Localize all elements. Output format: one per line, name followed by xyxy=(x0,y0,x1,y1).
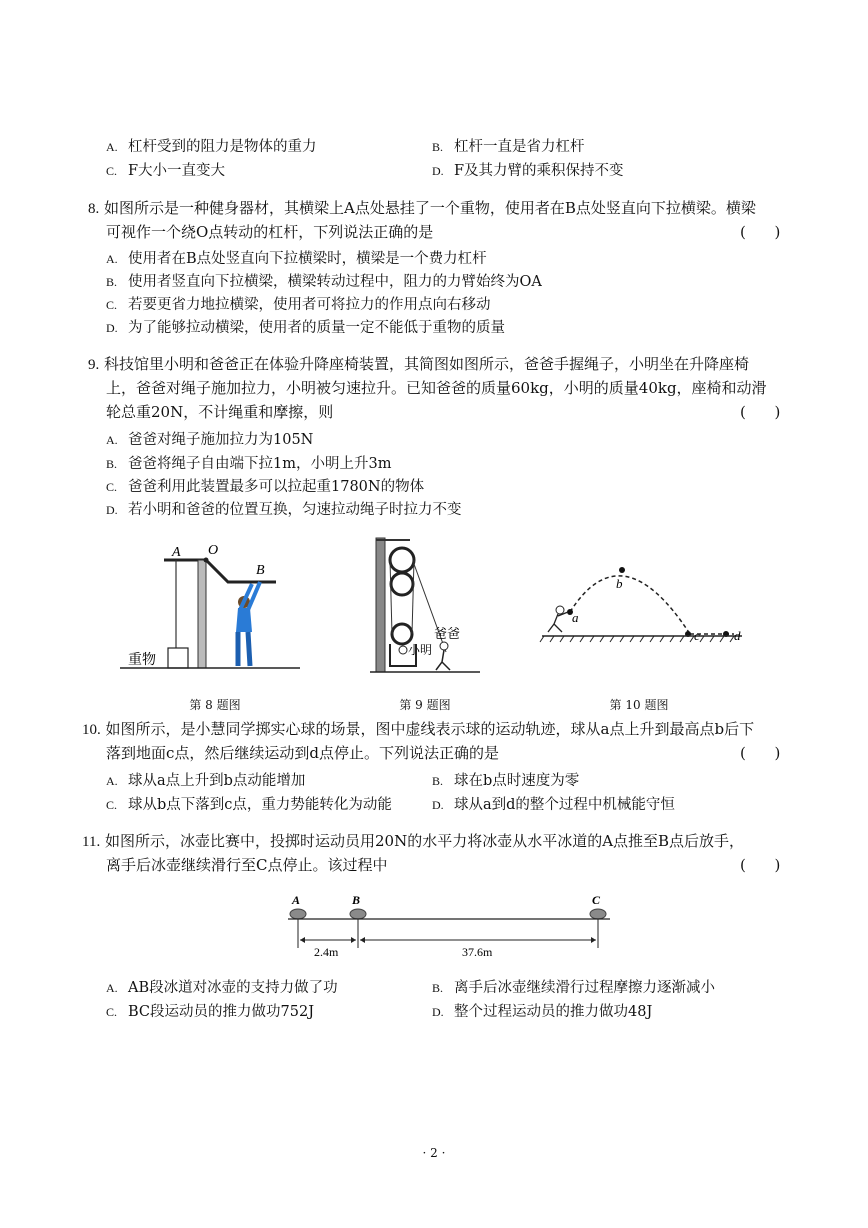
q10-option-d xyxy=(432,795,675,815)
movable-pulley xyxy=(392,624,412,644)
q11-option-d xyxy=(432,1002,652,1022)
label-c: c xyxy=(694,628,700,643)
q10-answer-bracket: ( ) xyxy=(740,744,781,762)
option-text: 爸爸利用此装置最多可以拉起重1780N的物体 xyxy=(128,479,425,495)
label-a: A xyxy=(172,545,181,560)
label-b: B xyxy=(256,563,265,578)
option-letter: A. xyxy=(106,433,118,447)
q11-option-a xyxy=(106,978,338,998)
fig9-caption: 第 9 题图 xyxy=(399,698,451,712)
q9-answer-bracket: ( ) xyxy=(740,403,781,421)
fixed-pulley-upper xyxy=(390,548,414,572)
option-text: 爸爸对绳子施加拉力为105N xyxy=(128,432,314,448)
option-text: F及其力臂的乘积保持不变 xyxy=(454,163,624,179)
q9-option-a xyxy=(106,430,313,450)
q11-answer-bracket: ( ) xyxy=(740,856,781,874)
q7-option-b xyxy=(432,137,585,157)
curling-stone-a xyxy=(290,909,306,919)
q9-stem-line1 xyxy=(88,354,749,375)
q9-stem-line2: 上，爸爸对绳子施加拉力，小明被匀速拉升。已知爸爸的质量60kg，小明的质量40kg，座椅和动滑 xyxy=(106,379,767,397)
q7-option-a xyxy=(106,137,317,157)
option-letter: C. xyxy=(106,480,118,494)
q8-option-b xyxy=(106,272,542,292)
q11-stem-line1 xyxy=(82,831,744,852)
option-letter: D. xyxy=(432,798,444,812)
option-text: 整个过程运动员的推力做功48J xyxy=(454,1004,653,1020)
ming-label: 小明 xyxy=(408,643,433,657)
question-text: 如图所示是一种健身器材，其横梁上A点处悬挂了一个重物，使用者在B点处竖直向下拉横梁。横梁 xyxy=(104,199,756,217)
label-o: O xyxy=(208,543,219,558)
q11-option-b xyxy=(432,978,715,998)
option-letter: D. xyxy=(432,164,444,178)
q7-option-c xyxy=(106,161,225,181)
point-b xyxy=(619,567,625,573)
q10-stem-line2: 落到地面c点，然后继续运动到d点停止。下列说法正确的是 xyxy=(106,744,500,762)
page-number: · 2 · xyxy=(422,1146,446,1160)
option-letter: A. xyxy=(106,140,118,154)
dad-head xyxy=(440,642,448,650)
label-c: C xyxy=(592,893,601,907)
label-a: a xyxy=(572,610,579,625)
thrower-figure xyxy=(548,606,568,632)
option-letter: B. xyxy=(106,457,118,471)
option-letter: D. xyxy=(106,321,118,335)
q7-option-d xyxy=(432,161,624,181)
dad-body xyxy=(436,650,450,670)
curling-stone-b xyxy=(350,909,366,919)
label-b: b xyxy=(616,576,623,591)
option-text: 球从a到d的整个过程中机械能守恒 xyxy=(454,797,675,813)
option-text: 球在b点时速度为零 xyxy=(454,773,580,789)
q11-option-c xyxy=(106,1002,314,1022)
q10-option-a xyxy=(106,771,305,791)
option-text: BC段运动员的推力做功752J xyxy=(128,1004,315,1020)
weight-label: 重物 xyxy=(128,653,156,668)
option-letter: C. xyxy=(106,298,118,312)
fig11-curling-diagram xyxy=(284,888,614,960)
option-text: F大小一直变大 xyxy=(128,163,226,179)
rope-segment xyxy=(412,560,414,634)
option-text: 杠杆一直是省力杠杆 xyxy=(454,139,585,155)
option-letter: B. xyxy=(432,140,444,154)
option-letter: C. xyxy=(106,164,118,178)
fig8-caption: 第 8 题图 xyxy=(189,698,241,712)
distance-ab-label: 2.4m xyxy=(314,945,339,959)
ming-head xyxy=(399,646,407,654)
fig10-caption: 第 10 题图 xyxy=(609,698,669,712)
fig10-trajectory-diagram xyxy=(538,560,748,652)
question-text: 如图所示，是小慧同学掷实心球的场景，图中虚线表示球的运动轨迹，球从a点上升到最高点b后下 xyxy=(105,720,755,738)
option-text: 爸爸将绳子自由端下拉1m，小明上升3m xyxy=(128,456,392,472)
option-text: 球从a点上升到b点动能增加 xyxy=(128,773,306,789)
q9-option-c xyxy=(106,477,424,497)
q9-stem-line3: 轮总重20N，不计绳重和摩擦，则 xyxy=(106,403,334,421)
option-text: 为了能够拉动横梁，使用者的质量一定不能低于重物的质量 xyxy=(128,320,505,336)
weight-block xyxy=(168,648,188,668)
option-letter: A. xyxy=(106,252,118,266)
label-a: A xyxy=(292,893,301,907)
fig8-lever-diagram xyxy=(120,536,300,676)
option-text: 球从b点下落到c点，重力势能转化为动能 xyxy=(128,797,392,813)
dad-label: 爸爸 xyxy=(434,626,461,641)
label-d: d xyxy=(734,628,741,643)
question-number: 8. xyxy=(88,201,100,217)
option-text: 杠杆受到的阻力是物体的重力 xyxy=(128,139,317,155)
q8-option-a xyxy=(106,249,487,269)
q8-answer-bracket: ( ) xyxy=(740,223,781,241)
q9-option-b xyxy=(106,454,391,474)
q10-stem-line1 xyxy=(82,719,754,740)
q8-stem-line1 xyxy=(88,198,756,219)
option-text: 使用者竖直向下拉横梁，横梁转动过程中，阻力的力臂始终为OA xyxy=(128,274,542,290)
option-letter: A. xyxy=(106,981,118,995)
curling-stone-c xyxy=(590,909,606,919)
option-letter: D. xyxy=(432,1005,444,1019)
option-letter: B. xyxy=(432,774,444,788)
option-text: 若要更省力地拉横梁，使用者可将拉力的作用点向右移动 xyxy=(128,297,491,313)
question-number: 9. xyxy=(88,357,100,373)
q10-option-c xyxy=(106,795,392,815)
option-text: 使用者在B点处竖直向下拉横梁时，横梁是一个费力杠杆 xyxy=(128,251,487,267)
label-b: B xyxy=(352,893,361,907)
option-letter: A. xyxy=(106,774,118,788)
question-number: 11. xyxy=(82,834,101,850)
question-text: 科技馆里小明和爸爸正在体验升降座椅装置，其简图如图所示，爸爸手握绳子，小明坐在升降座椅 xyxy=(104,355,750,373)
fig9-pulley-diagram xyxy=(370,534,480,680)
fixed-pulley-lower xyxy=(391,573,413,595)
q8-option-d xyxy=(106,318,505,338)
pivot-o xyxy=(204,558,209,563)
ground-hatching xyxy=(540,636,734,642)
option-text: 若小明和爸爸的位置互换，匀速拉动绳子时拉力不变 xyxy=(128,502,462,518)
q8-option-c xyxy=(106,295,491,315)
q10-option-b xyxy=(432,771,579,791)
option-letter: B. xyxy=(432,981,444,995)
option-letter: C. xyxy=(106,1005,118,1019)
person-figure xyxy=(236,582,260,666)
support-post xyxy=(198,560,206,668)
option-text: AB段冰道对冰壶的支持力做了功 xyxy=(128,980,338,996)
q8-stem-line2: 可视作一个绕O点转动的杠杆，下列说法正确的是 xyxy=(106,223,434,241)
rope-segment xyxy=(390,560,392,634)
frame-post xyxy=(376,538,385,672)
option-text: 离手后冰壶继续滑行过程摩擦力逐渐减小 xyxy=(454,980,715,996)
question-text: 如图所示，冰壶比赛中，投掷时运动员用20N的水平力将冰壶从水平冰道的A点推至B点后放手， xyxy=(104,832,745,850)
q9-option-d xyxy=(106,500,462,520)
question-number: 10. xyxy=(82,722,101,738)
option-letter: C. xyxy=(106,798,118,812)
trajectory-dashed xyxy=(570,576,690,634)
q11-stem-line2: 离手后冰壶继续滑行至C点停止。该过程中 xyxy=(106,856,388,874)
option-letter: B. xyxy=(106,275,118,289)
distance-bc-label: 37.6m xyxy=(462,945,493,959)
option-letter: D. xyxy=(106,503,118,517)
